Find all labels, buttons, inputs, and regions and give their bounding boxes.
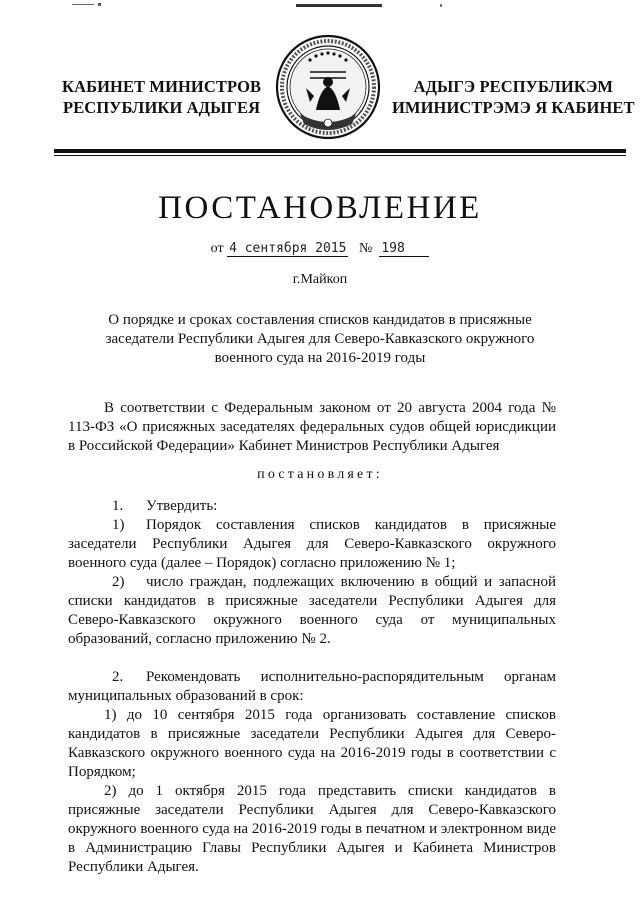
list-item: 2) до 1 октября 2015 года представить списки кандидатов в присяжные заседатели Республики Адыгея для Северо-Кавказского окружного военного суда на 2016-2019 годы в печатном и электронном виде в Администрацию Главы Республики Адыгея и Кабинета Министров Республики Адыгея. [68,783,556,875]
header-divider-thin [54,155,626,156]
header-right-line1: АДЫГЭ РЕСПУБЛИКЭМ [413,77,614,96]
item-text: Порядок составления списков кандидатов в присяжные заседатели Республики Адыгея для Северо-Кавказского окружного военного суда (далее – Порядок) согласно приложению № 1; [68,517,556,571]
item-number: 1. [112,498,124,514]
item-number: 2. [112,669,124,685]
document-subject: О порядке и сроках составления списков кандидатов в присяжные заседатели Республики Адыгея для Северо-Кавказского окружного военного суда на 2016-2019 годы [105,312,535,366]
city: г.Майкоп [292,272,348,287]
item-number: 1) [112,517,125,533]
document-number: 198 [379,242,429,257]
header-left-line1: КАБИНЕТ МИНИСТРОВ [62,77,262,96]
scan-mark [440,4,442,7]
header-right-org [392,76,635,118]
list-item [68,516,556,573]
scan-mark [72,4,94,5]
scan-mark [98,3,101,6]
list-item [68,573,556,649]
resolves-label: постановляет: [257,467,383,482]
item-text: Рекомендовать исполнительно-распорядительным органам муниципальных образований в срок: [68,669,556,704]
header-divider [54,149,626,153]
item-text: число граждан, подлежащих включению в общий и запасной списки кандидатов в присяжные заседатели Республики Адыгея для Северо-Кавказского окружного военного суда от муниципальных образований, согласно приложению № 2. [68,574,556,647]
header-left-line2: РЕСПУБЛИКИ АДЫГЕЯ [63,98,261,117]
resolution-items [68,497,556,877]
list-item [68,668,556,706]
date-number-line [0,241,640,257]
preamble [68,399,556,456]
header-right-line2: ИМИНИСТРЭМЭ Я КАБИНЕТ [392,98,635,117]
list-item [68,497,556,516]
item-text: Утвердить: [146,498,218,514]
preamble-text: В соответствии с Федеральным законом от 20 августа 2004 года № 113-ФЗ «О присяжных заседателях федеральных судов общей юрисдикции в Российской Федерации» Кабинет Министров Республики Адыгея [68,400,556,454]
item-number: 2) [112,574,125,590]
date-prefix: от [210,241,224,256]
header-left-org [62,76,261,118]
document-title: ПОСТАНОВЛЕНИЕ [158,190,482,226]
scan-mark [296,4,382,7]
adygea-coat-of-arms-icon [270,32,386,144]
number-label: № [358,241,373,256]
list-item: 1) до 10 сентября 2015 года организовать составление списков кандидатов в присяжные заседатели Республики Адыгея для Северо-Кавказского окружного военного суда на 2016-2019 годы в соответствии с Порядком; [68,707,556,780]
document-date: 4 сентября 2015 [229,241,347,256]
